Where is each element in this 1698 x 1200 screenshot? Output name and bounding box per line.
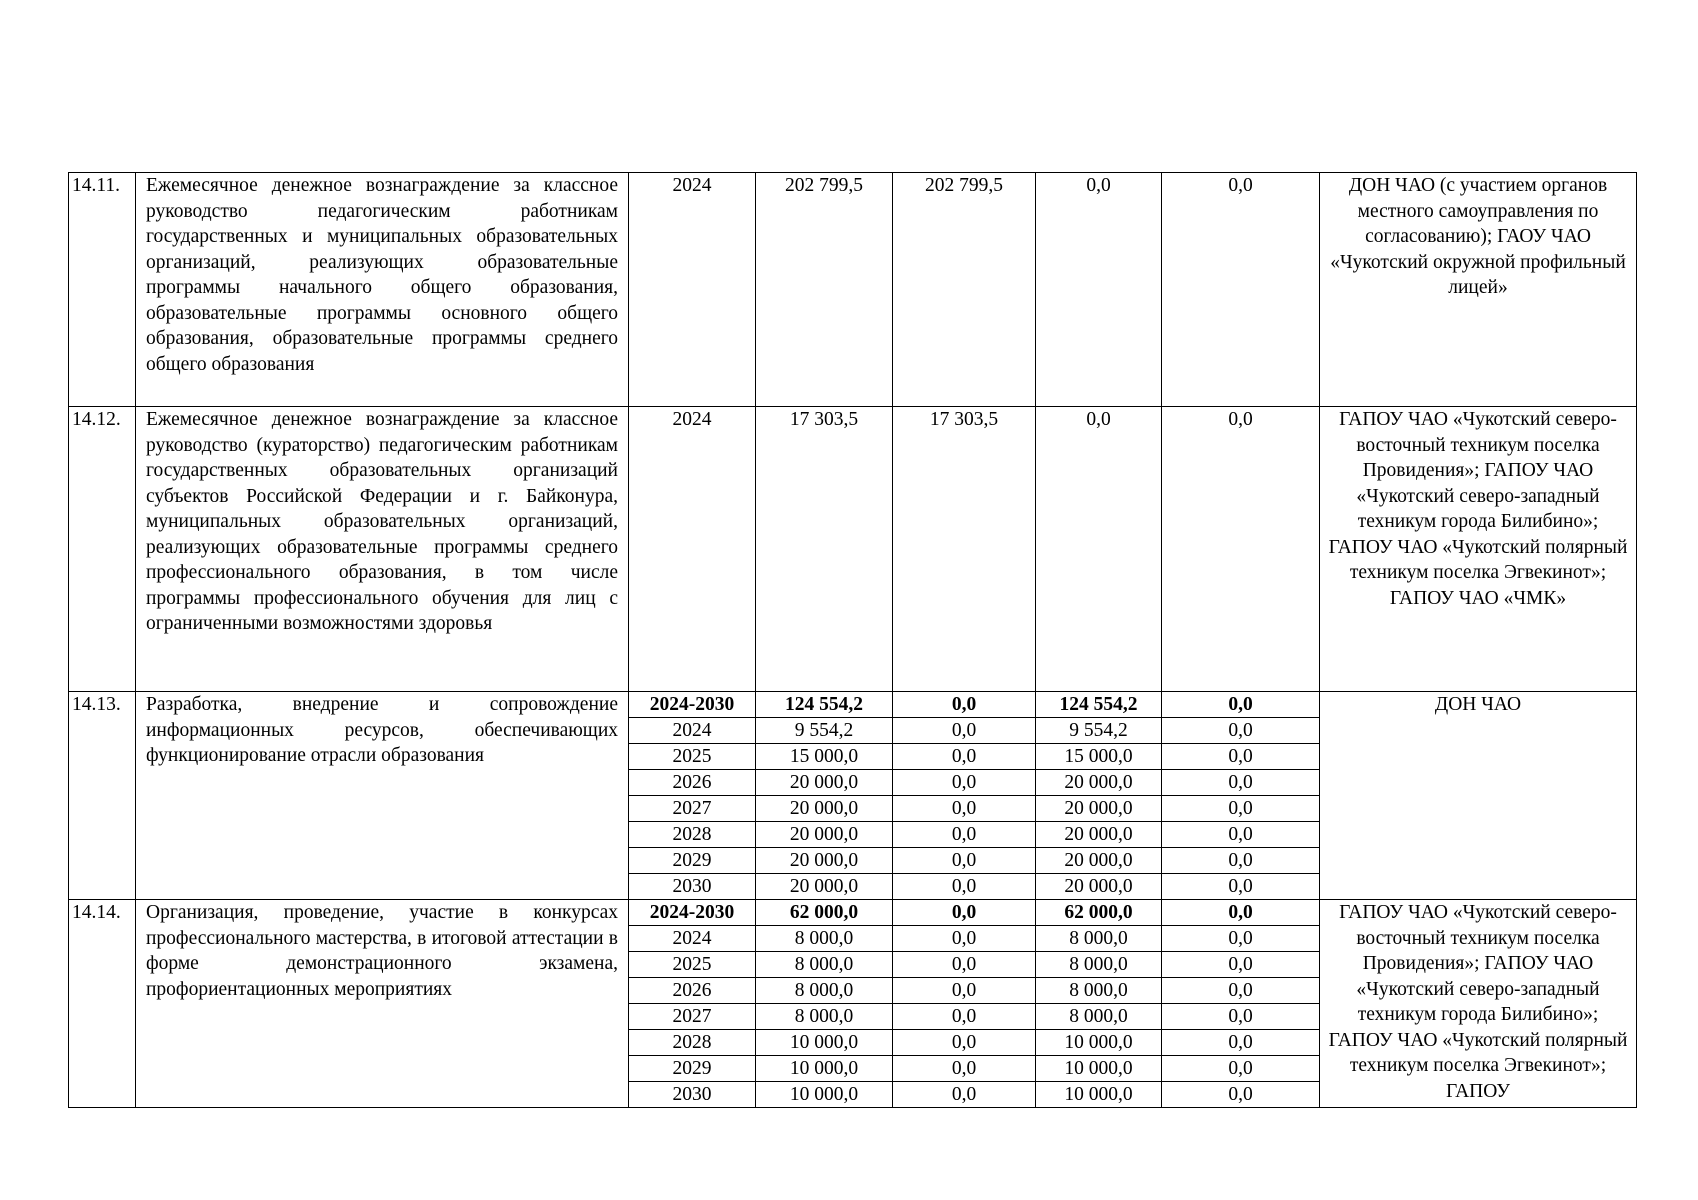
row-number: 14.12. bbox=[69, 407, 136, 692]
sub-col2: 0,0 bbox=[893, 796, 1036, 822]
row-description: Разработка, внедрение и сопровождение информационных ресурсов, обеспечивающих функционирование отрасли образования bbox=[136, 692, 629, 900]
table-row bbox=[69, 173, 1637, 407]
sub-col4: 0,0 bbox=[1162, 1004, 1320, 1030]
sub-total: 8 000,0 bbox=[756, 1004, 893, 1030]
sub-col3: 20 000,0 bbox=[1036, 796, 1162, 822]
sub-col3: 20 000,0 bbox=[1036, 822, 1162, 848]
sub-col3: 8 000,0 bbox=[1036, 952, 1162, 978]
row-total: 17 303,5 bbox=[756, 407, 893, 692]
row-total: 202 799,5 bbox=[756, 173, 893, 407]
row-executor: ГАПОУ ЧАО «Чукотский северо-восточный техникум поселка Провидения»; ГАПОУ ЧАО «Чукотский северо-западный техникум города Билибино»; ГАПОУ ЧАО «Чукотский полярный техникум поселка Эгвекинот»; ГАПОУ ЧАО «ЧМК» bbox=[1320, 407, 1637, 692]
sub-year: 2029 bbox=[629, 848, 756, 874]
sub-col4: 0,0 bbox=[1162, 848, 1320, 874]
row-description: Ежемесячное денежное вознаграждение за классное руководство педагогическим работникам государственных и муниципальных образовательных организаций, реализующих образовательные программы начального общего образования, образовательные программы основного общего образования, образовательные программы среднего общего образования bbox=[136, 173, 629, 407]
row-col4: 0,0 bbox=[1162, 407, 1320, 692]
sub-year: 2025 bbox=[629, 952, 756, 978]
sub-col4: 0,0 bbox=[1162, 874, 1320, 900]
sub-col2: 0,0 bbox=[893, 848, 1036, 874]
sub-col2: 0,0 bbox=[893, 1056, 1036, 1082]
sub-col2: 0,0 bbox=[893, 718, 1036, 744]
sub-total: 15 000,0 bbox=[756, 744, 893, 770]
sub-col3: 10 000,0 bbox=[1036, 1056, 1162, 1082]
sub-col2: 0,0 bbox=[893, 744, 1036, 770]
sub-year: 2027 bbox=[629, 1004, 756, 1030]
sub-col3: 10 000,0 bbox=[1036, 1030, 1162, 1056]
sub-col3: 10 000,0 bbox=[1036, 1082, 1162, 1108]
row-col2: 17 303,5 bbox=[893, 407, 1036, 692]
sub-col3: 20 000,0 bbox=[1036, 874, 1162, 900]
sub-col2: 0,0 bbox=[893, 1030, 1036, 1056]
sub-year: 2028 bbox=[629, 822, 756, 848]
sub-total: 10 000,0 bbox=[756, 1082, 893, 1108]
row-number: 14.11. bbox=[69, 173, 136, 407]
row-number: 14.14. bbox=[69, 900, 136, 1108]
sub-col4: 0,0 bbox=[1162, 770, 1320, 796]
sub-col4: 0,0 bbox=[1162, 744, 1320, 770]
sub-year: 2024 bbox=[629, 718, 756, 744]
sub-col4: 0,0 bbox=[1162, 796, 1320, 822]
sub-year: 2029 bbox=[629, 1056, 756, 1082]
table-row bbox=[69, 900, 1637, 926]
sub-total: 10 000,0 bbox=[756, 1030, 893, 1056]
sub-total: 20 000,0 bbox=[756, 796, 893, 822]
sub-year: 2024-2030 bbox=[629, 692, 756, 718]
sub-col2: 0,0 bbox=[893, 1004, 1036, 1030]
sub-col3: 8 000,0 bbox=[1036, 978, 1162, 1004]
sub-year: 2024 bbox=[629, 926, 756, 952]
sub-col2: 0,0 bbox=[893, 770, 1036, 796]
row-col3: 0,0 bbox=[1036, 407, 1162, 692]
sub-total: 8 000,0 bbox=[756, 952, 893, 978]
sub-total: 9 554,2 bbox=[756, 718, 893, 744]
sub-year: 2026 bbox=[629, 770, 756, 796]
sub-col3: 20 000,0 bbox=[1036, 770, 1162, 796]
row-year: 2024 bbox=[629, 407, 756, 692]
sub-total: 20 000,0 bbox=[756, 848, 893, 874]
sub-col3: 8 000,0 bbox=[1036, 926, 1162, 952]
sub-total: 20 000,0 bbox=[756, 770, 893, 796]
sub-col4: 0,0 bbox=[1162, 718, 1320, 744]
sub-col2: 0,0 bbox=[893, 1082, 1036, 1108]
sub-col4: 0,0 bbox=[1162, 978, 1320, 1004]
sub-col4: 0,0 bbox=[1162, 1030, 1320, 1056]
table-row bbox=[69, 692, 1637, 718]
sub-col4: 0,0 bbox=[1162, 900, 1320, 926]
table-row bbox=[69, 407, 1637, 692]
sub-col3: 62 000,0 bbox=[1036, 900, 1162, 926]
sub-year: 2030 bbox=[629, 874, 756, 900]
sub-col2: 0,0 bbox=[893, 952, 1036, 978]
sub-col3: 124 554,2 bbox=[1036, 692, 1162, 718]
sub-col2: 0,0 bbox=[893, 692, 1036, 718]
sub-col4: 0,0 bbox=[1162, 692, 1320, 718]
row-executor: ДОН ЧАО (с участием органов местного самоуправления по согласованию); ГАОУ ЧАО «Чукотский окружной профильный лицей» bbox=[1320, 173, 1637, 407]
sub-col4: 0,0 bbox=[1162, 1056, 1320, 1082]
sub-total: 8 000,0 bbox=[756, 978, 893, 1004]
program-table bbox=[68, 172, 1637, 1108]
sub-col2: 0,0 bbox=[893, 978, 1036, 1004]
sub-year: 2028 bbox=[629, 1030, 756, 1056]
sub-col3: 9 554,2 bbox=[1036, 718, 1162, 744]
row-executor: ДОН ЧАО bbox=[1320, 692, 1637, 900]
row-executor: ГАПОУ ЧАО «Чукотский северо-восточный техникум поселка Провидения»; ГАПОУ ЧАО «Чукотский северо-западный техникум города Билибино»; ГАПОУ ЧАО «Чукотский полярный техникум поселка Эгвекинот»; ГАПОУ bbox=[1320, 900, 1637, 1108]
sub-total: 124 554,2 bbox=[756, 692, 893, 718]
sub-year: 2027 bbox=[629, 796, 756, 822]
sub-total: 10 000,0 bbox=[756, 1056, 893, 1082]
row-col2: 202 799,5 bbox=[893, 173, 1036, 407]
sub-col4: 0,0 bbox=[1162, 952, 1320, 978]
sub-col2: 0,0 bbox=[893, 900, 1036, 926]
sub-col4: 0,0 bbox=[1162, 926, 1320, 952]
sub-col3: 15 000,0 bbox=[1036, 744, 1162, 770]
sub-year: 2026 bbox=[629, 978, 756, 1004]
sub-col3: 8 000,0 bbox=[1036, 1004, 1162, 1030]
sub-year: 2024-2030 bbox=[629, 900, 756, 926]
sub-total: 20 000,0 bbox=[756, 822, 893, 848]
sub-col3: 20 000,0 bbox=[1036, 848, 1162, 874]
row-col3: 0,0 bbox=[1036, 173, 1162, 407]
sub-col2: 0,0 bbox=[893, 874, 1036, 900]
sub-total: 20 000,0 bbox=[756, 874, 893, 900]
sub-total: 8 000,0 bbox=[756, 926, 893, 952]
sub-total: 62 000,0 bbox=[756, 900, 893, 926]
sub-year: 2030 bbox=[629, 1082, 756, 1108]
row-year: 2024 bbox=[629, 173, 756, 407]
sub-col4: 0,0 bbox=[1162, 822, 1320, 848]
row-col4: 0,0 bbox=[1162, 173, 1320, 407]
sub-col4: 0,0 bbox=[1162, 1082, 1320, 1108]
row-description: Организация, проведение, участие в конкурсах профессионального мастерства, в итоговой аттестации в форме демонстрационного экзамена, профориентационных мероприятиях bbox=[136, 900, 629, 1108]
sub-col2: 0,0 bbox=[893, 822, 1036, 848]
row-description: Ежемесячное денежное вознаграждение за классное руководство (кураторство) педагогическим работникам государственных образовательных организаций субъектов Российской Федерации и г. Байконура, муниципальных образовательных организаций, реализующих образовательные программы среднего профессионального образования, в том числе программы профессионального обучения для лиц с ограниченными возможностями здоровья bbox=[136, 407, 629, 692]
sub-year: 2025 bbox=[629, 744, 756, 770]
sub-col2: 0,0 bbox=[893, 926, 1036, 952]
row-number: 14.13. bbox=[69, 692, 136, 900]
